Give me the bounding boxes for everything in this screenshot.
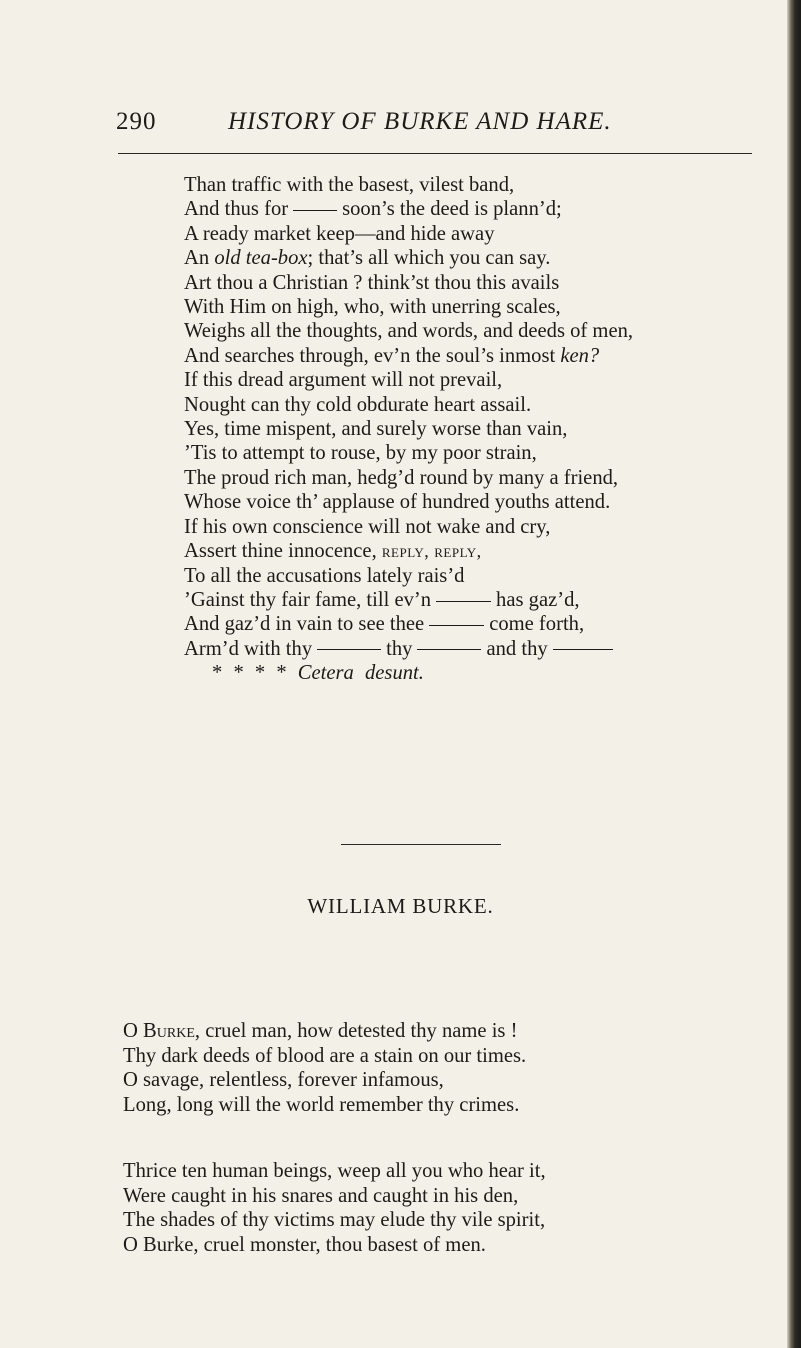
cetera-desunt: Cetera desunt. <box>297 662 424 685</box>
poem-line: To all the accusations lately rais’d <box>184 564 465 587</box>
stanza <box>123 1159 743 1257</box>
poem-line: Weighs all the thoughts, and words, and deeds of men, <box>184 320 634 343</box>
stanza-line: Thrice ten human beings, weep all you who hear it, <box>123 1160 546 1182</box>
asterisms: * * * * <box>212 662 287 685</box>
poem-line: With Him on high, who, with unerring scales, <box>184 296 561 319</box>
poem-line: Whose voice th’ applause of hundred youths attend. <box>184 491 611 514</box>
poem-line: A ready market keep—and hide away <box>184 222 495 245</box>
poem-line: ’Gainst thy fair fame, till ev’n has gaz’d, <box>184 588 580 611</box>
section-title: WILLIAM BURKE. <box>307 894 494 918</box>
poem-line: If this dread argument will not prevail, <box>184 369 503 392</box>
stanza-line: Were caught in his snares and caught in his den, <box>123 1184 519 1207</box>
poem-line: Art thou a Christian ? think’st thou this avails <box>184 271 560 294</box>
running-title: HISTORY OF BURKE AND HARE. <box>228 108 612 135</box>
poem-line: And gaz’d in vain to see thee come forth, <box>184 613 585 636</box>
poem-line: ’Tis to attempt to rouse, by my poor strain, <box>184 442 537 465</box>
poem-line: Yes, time mispent, and surely worse than vain, <box>184 418 568 441</box>
elision-dash <box>417 649 481 650</box>
poem-line: Nought can thy cold obdurate heart assail. <box>184 393 532 416</box>
poem-line: An old tea-box; that’s all which you can say. <box>184 247 551 270</box>
stanza-line: The shades of thy victims may elude thy vile spirit, <box>123 1209 546 1231</box>
poem-line: And thus for soon’s the deed is plann’d; <box>184 198 562 221</box>
section-divider <box>341 844 501 845</box>
poem-line <box>184 661 784 685</box>
elision-dash <box>293 210 337 211</box>
poem-line: And searches through, ev’n the soul’s inmost ken? <box>184 344 600 367</box>
header-rule <box>118 153 752 154</box>
stanza-line: O Burke, cruel man, how detested thy name is ! <box>123 1020 518 1042</box>
elision-dash <box>553 649 613 650</box>
elision-dash <box>436 601 491 602</box>
poem <box>184 173 784 686</box>
poem-line: Assert thine innocence, reply, reply, <box>184 540 482 563</box>
stanza-line: O savage, relentless, forever infamous, <box>123 1069 444 1091</box>
elision-dash <box>317 649 381 650</box>
book-spine-edge <box>787 0 801 1348</box>
page-number: 290 <box>116 108 157 135</box>
stanza-line: Thy dark deeds of blood are a stain on our times. <box>123 1044 527 1067</box>
stanza <box>123 1019 743 1117</box>
poem-line: If his own conscience will not wake and cry, <box>184 515 551 538</box>
stanza-line: Long, long will the world remember thy crimes. <box>123 1093 520 1116</box>
elision-dash <box>429 625 484 626</box>
poem-line: The proud rich man, hedg’d round by many a friend, <box>184 466 619 489</box>
poem-line: Than traffic with the basest, vilest band, <box>184 174 515 196</box>
stanza-line: O Burke, cruel monster, thou basest of men. <box>123 1233 486 1256</box>
poem-line: Arm’d with thy thy and thy <box>184 637 784 661</box>
